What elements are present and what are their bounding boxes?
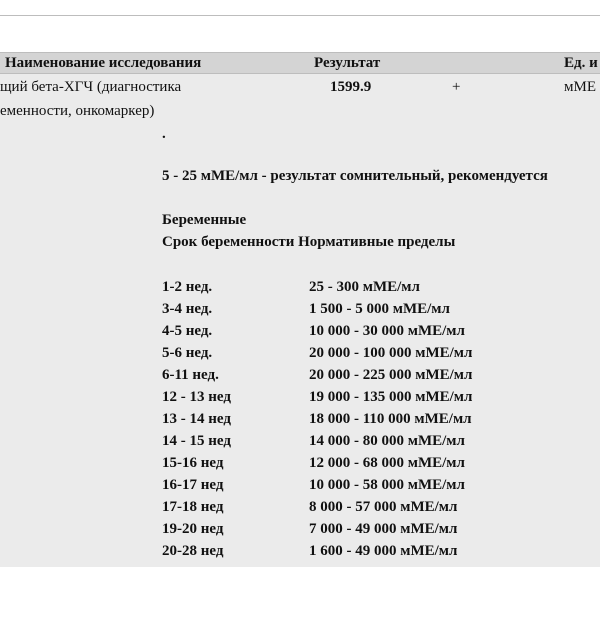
gestation-term: 3-4 нед. xyxy=(162,301,213,317)
result-flag: + xyxy=(452,79,461,95)
result-units: мМЕ xyxy=(564,79,596,95)
header-result: Результат xyxy=(314,55,381,71)
gestation-term: 17-18 нед xyxy=(162,499,224,515)
lab-results-table xyxy=(0,52,600,567)
normative-range: 1 600 - 49 000 мМЕ/мл xyxy=(309,543,458,559)
test-name-line-2: еменности, онкомаркер) xyxy=(0,103,155,119)
normative-range: 1 500 - 5 000 мМЕ/мл xyxy=(309,301,450,317)
normative-range: 8 000 - 57 000 мМЕ/мл xyxy=(309,499,458,515)
gestation-term: 13 - 14 нед xyxy=(162,411,231,427)
normative-range: 25 - 300 мМЕ/мл xyxy=(309,279,420,295)
normative-range: 12 000 - 68 000 мМЕ/мл xyxy=(309,455,465,471)
normative-range: 10 000 - 30 000 мМЕ/мл xyxy=(309,323,465,339)
gestation-term: 20-28 нед xyxy=(162,543,224,559)
normative-range: 20 000 - 225 000 мМЕ/мл xyxy=(309,367,473,383)
comment-dot: . xyxy=(162,126,166,142)
reference-columns-heading: Срок беременности Нормативные пределы xyxy=(162,234,456,250)
result-value: 1599.9 xyxy=(330,79,372,95)
gestation-term: 4-5 нед. xyxy=(162,323,213,339)
gestation-term: 16-17 нед xyxy=(162,477,224,493)
header-test-name: Наименование исследования xyxy=(5,55,202,71)
table-header xyxy=(0,52,600,74)
gestation-term: 6-11 нед. xyxy=(162,367,219,383)
test-name-line-1: щий бета-ХГЧ (диагностика xyxy=(0,79,182,95)
gestation-term: 1-2 нед. xyxy=(162,279,213,295)
top-divider xyxy=(0,15,600,16)
normative-range: 20 000 - 100 000 мМЕ/мл xyxy=(309,345,473,361)
gestation-term: 14 - 15 нед xyxy=(162,433,231,449)
normative-range: 18 000 - 110 000 мМЕ/мл xyxy=(309,411,472,427)
normative-range: 19 000 - 135 000 мМЕ/мл xyxy=(309,389,473,405)
normative-range: 10 000 - 58 000 мМЕ/мл xyxy=(309,477,465,493)
gestation-term: 15-16 нед xyxy=(162,455,224,471)
pregnant-heading: Беременные xyxy=(162,212,247,228)
doubtful-result-note: 5 - 25 мМЕ/мл - результат сомнительный, рекомендуется xyxy=(162,168,548,184)
normative-range: 7 000 - 49 000 мМЕ/мл xyxy=(309,521,458,537)
gestation-term: 5-6 нед. xyxy=(162,345,213,361)
normative-range: 14 000 - 80 000 мМЕ/мл xyxy=(309,433,465,449)
header-units: Ед. и xyxy=(564,55,598,71)
gestation-term: 19-20 нед xyxy=(162,521,224,537)
gestation-term: 12 - 13 нед xyxy=(162,389,231,405)
